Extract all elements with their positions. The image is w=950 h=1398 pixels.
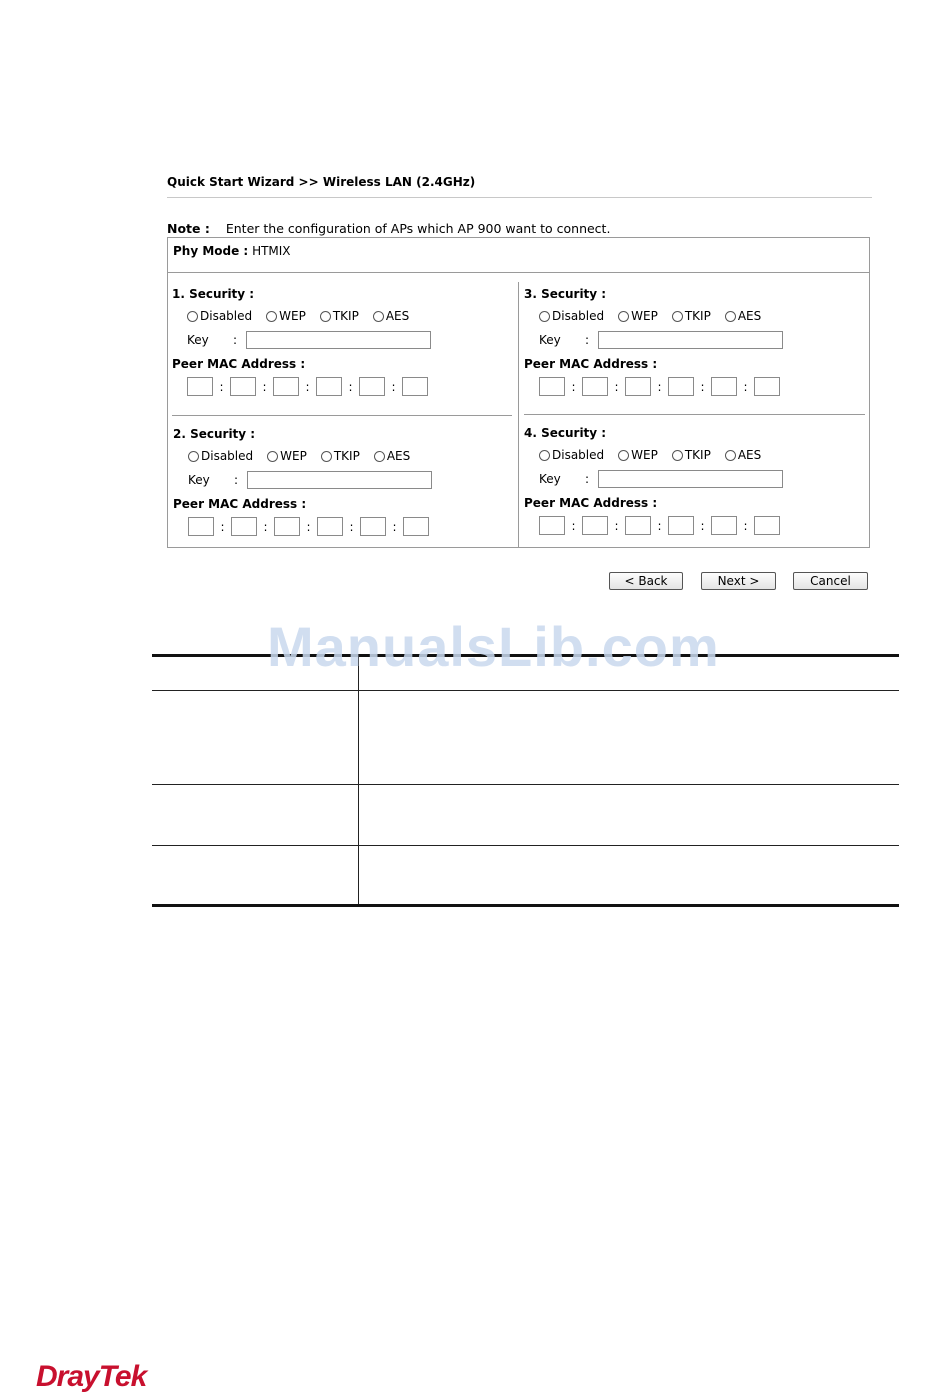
- note: [167, 221, 610, 236]
- ap-3-security-options: [539, 309, 783, 323]
- radio-icon[interactable]: [539, 450, 550, 461]
- radio-icon[interactable]: [672, 311, 683, 322]
- ap-1-mac-octet-1[interactable]: [187, 377, 213, 396]
- ap-1-security-title: 1. Security :: [172, 287, 255, 301]
- ap-2-security-options: [188, 449, 432, 463]
- ap-2-section: [173, 427, 432, 536]
- ap-4-mac-octet-2[interactable]: [582, 516, 608, 535]
- ap-4-key-label: Key: [539, 472, 561, 486]
- ap-2-security-title: 2. Security :: [173, 427, 256, 441]
- ap-2-key-label: Key: [188, 473, 210, 487]
- ap-4-section: [524, 426, 783, 535]
- ap-4-key-input[interactable]: [598, 470, 783, 488]
- ap-3-mac-octet-6[interactable]: [754, 377, 780, 396]
- radio-icon[interactable]: [725, 450, 736, 461]
- ap-4-mac-octet-3[interactable]: [625, 516, 651, 535]
- next-button[interactable]: Next >: [701, 572, 776, 590]
- ap-3-radio-aes[interactable]: AES: [725, 309, 761, 323]
- ap-1-mac-octet-3[interactable]: [273, 377, 299, 396]
- ap-3-key-input[interactable]: [598, 331, 783, 349]
- ap-2-mac-octet-1[interactable]: [188, 517, 214, 536]
- column-divider: [518, 282, 519, 547]
- radio-icon[interactable]: [320, 311, 331, 322]
- ap-3-radio-wep[interactable]: WEP: [618, 309, 658, 323]
- back-button[interactable]: < Back: [609, 572, 683, 590]
- radio-icon[interactable]: [267, 451, 278, 462]
- ap-4-radio-tkip[interactable]: TKIP: [672, 448, 711, 462]
- ap-4-mac-octet-5[interactable]: [711, 516, 737, 535]
- radio-icon[interactable]: [374, 451, 385, 462]
- ap-3-mac-octet-1[interactable]: [539, 377, 565, 396]
- ap-4-radio-aes[interactable]: AES: [725, 448, 761, 462]
- radio-icon[interactable]: [187, 311, 198, 322]
- ap-2-peer-mac: : : : : :: [188, 517, 432, 536]
- radio-icon[interactable]: [725, 311, 736, 322]
- ap-4-security-title: 4. Security :: [524, 426, 607, 440]
- radio-icon[interactable]: [321, 451, 332, 462]
- radio-icon[interactable]: [618, 450, 629, 461]
- phy-mode: [173, 244, 291, 258]
- ap-1-radio-wep[interactable]: WEP: [266, 309, 306, 323]
- radio-icon[interactable]: [188, 451, 199, 462]
- ap-1-section: [172, 287, 431, 396]
- ap-4-peer-mac: : : : : :: [539, 516, 783, 535]
- phy-mode-value: HTMIX: [252, 244, 291, 258]
- ap-1-mac-octet-5[interactable]: [359, 377, 385, 396]
- radio-icon[interactable]: [672, 450, 683, 461]
- ap-1-peer-mac: : : : : :: [187, 377, 431, 396]
- ap-3-mac-octet-5[interactable]: [711, 377, 737, 396]
- radio-icon[interactable]: [539, 311, 550, 322]
- table-column-divider: [358, 657, 359, 904]
- draytek-logo: DrayTek: [36, 1360, 147, 1393]
- ap-3-mac-octet-4[interactable]: [668, 377, 694, 396]
- ap-1-mac-octet-2[interactable]: [230, 377, 256, 396]
- ap-1-key-label: Key: [187, 333, 209, 347]
- ap-3-radio-disabled[interactable]: Disabled: [539, 309, 604, 323]
- table-row-rule: [152, 845, 899, 846]
- ap-2-radio-disabled[interactable]: Disabled: [188, 449, 253, 463]
- ap-2-radio-tkip[interactable]: TKIP: [321, 449, 360, 463]
- note-label: Note :: [167, 221, 210, 236]
- ap-2-radio-aes[interactable]: AES: [374, 449, 410, 463]
- ap-1-mac-octet-6[interactable]: [402, 377, 428, 396]
- ap-3-security-title: 3. Security :: [524, 287, 607, 301]
- ap-2-mac-octet-3[interactable]: [274, 517, 300, 536]
- ap-3-key-label: Key: [539, 333, 561, 347]
- ap-3-mac-octet-2[interactable]: [582, 377, 608, 396]
- radio-icon[interactable]: [618, 311, 629, 322]
- ap-4-key-row: Key :: [539, 470, 783, 488]
- cancel-button[interactable]: Cancel: [793, 572, 868, 590]
- ap-4-security-options: [539, 448, 783, 462]
- ap-3-mac-octet-3[interactable]: [625, 377, 651, 396]
- ap-1-key-row: Key :: [187, 331, 431, 349]
- phy-divider: [168, 272, 869, 273]
- ap-4-mac-octet-4[interactable]: [668, 516, 694, 535]
- ap-2-mac-octet-5[interactable]: [360, 517, 386, 536]
- ap-1-security-options: [187, 309, 431, 323]
- ap-1-radio-aes[interactable]: AES: [373, 309, 409, 323]
- ap-3-section: [524, 287, 783, 396]
- ap-1-radio-tkip[interactable]: TKIP: [320, 309, 359, 323]
- table-bottom-rule: [152, 904, 899, 907]
- ap-2-mac-octet-2[interactable]: [231, 517, 257, 536]
- ap-4-peer-mac-label: Peer MAC Address :: [524, 496, 658, 510]
- ap-4-radio-wep[interactable]: WEP: [618, 448, 658, 462]
- right-section-divider: [524, 414, 865, 415]
- table-header-rule: [152, 690, 899, 691]
- ap-2-mac-octet-6[interactable]: [403, 517, 429, 536]
- ap-4-radio-disabled[interactable]: Disabled: [539, 448, 604, 462]
- ap-2-key-row: Key :: [188, 471, 432, 489]
- ap-4-mac-octet-6[interactable]: [754, 516, 780, 535]
- phy-mode-label: Phy Mode :: [173, 244, 249, 258]
- ap-1-mac-octet-4[interactable]: [316, 377, 342, 396]
- left-section-divider: [172, 415, 512, 416]
- ap-2-key-input[interactable]: [247, 471, 432, 489]
- title-divider: [167, 197, 872, 198]
- ap-2-peer-mac-label: Peer MAC Address :: [173, 497, 307, 511]
- ap-1-radio-disabled[interactable]: Disabled: [187, 309, 252, 323]
- ap-2-mac-octet-4[interactable]: [317, 517, 343, 536]
- watermark: ManualsLib.com: [267, 615, 720, 678]
- ap-3-radio-tkip[interactable]: TKIP: [672, 309, 711, 323]
- ap-3-peer-mac: : : : : :: [539, 377, 783, 396]
- radio-icon[interactable]: [266, 311, 277, 322]
- ap-3-key-row: Key :: [539, 331, 783, 349]
- ap-1-peer-mac-label: Peer MAC Address :: [172, 357, 306, 371]
- note-text: Enter the configuration of APs which AP 900 want to connect.: [225, 221, 611, 236]
- ap-1-key-input[interactable]: [246, 331, 431, 349]
- ap-4-mac-octet-1[interactable]: [539, 516, 565, 535]
- radio-icon[interactable]: [373, 311, 384, 322]
- ap-2-radio-wep[interactable]: WEP: [267, 449, 307, 463]
- ap-3-peer-mac-label: Peer MAC Address :: [524, 357, 658, 371]
- table-row-rule: [152, 784, 899, 785]
- page-title: Quick Start Wizard >> Wireless LAN (2.4GHz): [167, 175, 476, 189]
